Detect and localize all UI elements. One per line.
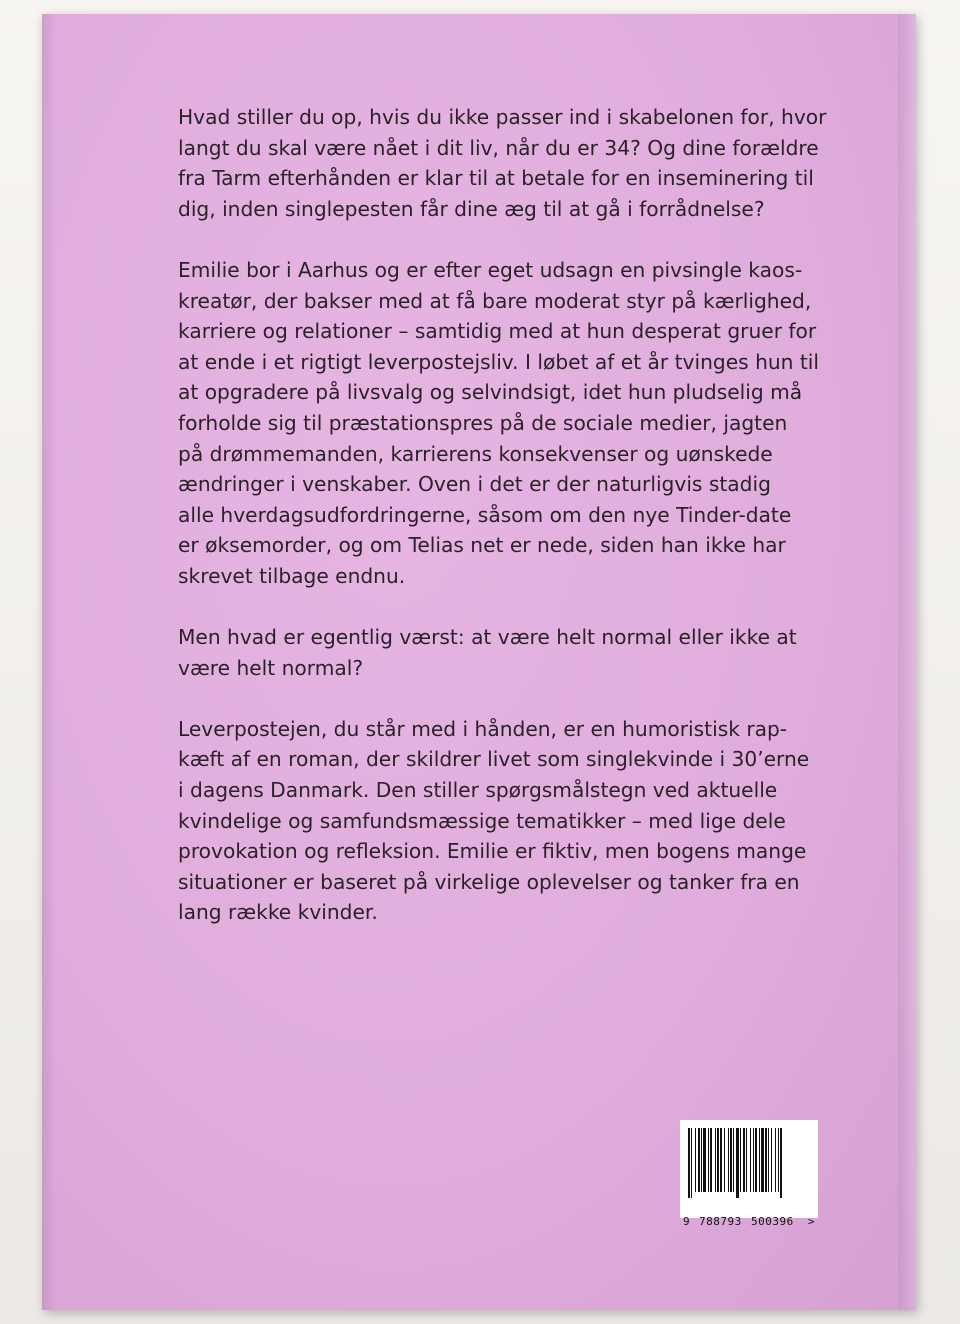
barcode-bar: [717, 1128, 719, 1192]
barcode-bar: [710, 1128, 712, 1192]
barcode-group-1: 788793: [699, 1215, 742, 1228]
barcode-bar: [691, 1128, 692, 1198]
barcode-bar: [730, 1128, 732, 1192]
blurb-paragraph-4: Leverpostejen, du står med i hånden, er en humoristisk rap- kæft af en roman, der skildrer livet som singlekvinde i 30’erne i dagens Danmark. Den stiller spørgsmålstegn ved aktuelle kvindelige og samfundsmæssige tematikker – med lige dele provokation og refleksion. Emilie er fiktiv, men bogens mange situationer er baseret på virkelige oplevelser og tanker fra en lang række kvinder.: [178, 716, 810, 925]
barcode-bar: [720, 1128, 722, 1192]
barcode-bar: [688, 1128, 690, 1198]
barcode-bar: [728, 1128, 729, 1192]
blurb-text: [178, 102, 828, 959]
barcode-bars-icon: [686, 1128, 812, 1198]
barcode-bar: [750, 1128, 751, 1192]
blurb-paragraph-2: Emilie bor i Aarhus og er efter eget udsagn en pivsingle kaos- kreatør, der bakser med at få bare moderat styr på kærlighed, karriere og relationer – samtidig med at hun desperat gruer for at ende i et rigtigt leverpostejsliv. I løbet af et år tvinges hun til at opgradere på livsvalg og selvindsigt, idet hun pludselig må forholde sig til præstationspres på de sociale medier, jagten på drømmemanden, karrierens konsekvenser og uønskede ændringer i venskaber. Oven i det er der naturligvis stadig alle hverdagsudfordringerne, såsom om den nye Tinder-date er øksemorder, og om Telias net er nede, siden han ikke har skrevet tilbage endnu.: [178, 257, 820, 588]
barcode-bar: [698, 1128, 700, 1192]
barcode-bar: [746, 1128, 747, 1192]
barcode-bar: [740, 1128, 741, 1192]
barcode-bar: [765, 1128, 767, 1192]
barcode-bar: [775, 1128, 776, 1192]
barcode-bar: [695, 1128, 696, 1192]
blurb-paragraph-1: Hvad stiller du op, hvis du ikke passer ind i skabelonen for, hvor langt du skal være nået i dit liv, når du er 34? Og dine forældre fra Tarm efterhånden er klar til at betale for en inseminering til dig, inden singlepesten får dine æg til at gå i forrådnelse?: [178, 105, 827, 221]
isbn-barcode: [680, 1120, 818, 1228]
barcode-bar: [708, 1128, 709, 1192]
cover-spine-edge: [898, 14, 916, 1310]
barcode-bar: [703, 1128, 706, 1192]
barcode-bar: [736, 1128, 739, 1198]
barcode-bar: [733, 1128, 734, 1192]
barcode-bar: [778, 1128, 779, 1192]
barcode-bar: [724, 1128, 725, 1192]
barcode-bar: [780, 1128, 782, 1198]
blurb-paragraph-3: Men hvad er egentlig værst: at være helt normal eller ikke at være helt normal?: [178, 625, 797, 680]
barcode-arrow: >: [807, 1215, 815, 1228]
barcode-bar: [759, 1128, 760, 1192]
barcode-group-2: 500396: [751, 1215, 794, 1228]
barcode-bar: [771, 1128, 772, 1192]
barcode-bar: [753, 1128, 754, 1192]
barcode-bar: [768, 1128, 769, 1192]
barcode-bar: [755, 1128, 757, 1192]
barcode-bar: [715, 1128, 716, 1192]
cover-fold-shadow: [42, 14, 56, 1310]
barcode-bar: [701, 1128, 702, 1192]
barcode-bar: [743, 1128, 745, 1192]
barcode-bar: [761, 1128, 764, 1192]
barcode-lead-digit: 9: [683, 1215, 691, 1228]
